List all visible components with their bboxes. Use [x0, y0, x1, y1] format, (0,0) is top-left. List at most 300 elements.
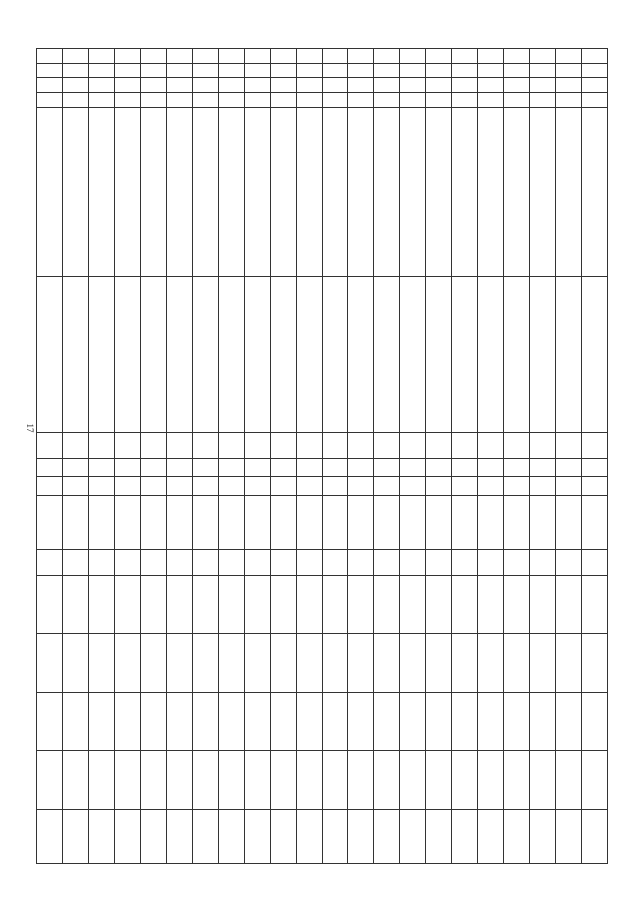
table-cell	[62, 458, 88, 477]
table-cell	[192, 433, 218, 458]
table-cell	[400, 107, 426, 276]
table-cell	[140, 575, 166, 634]
table-cell	[244, 634, 270, 693]
table-row	[166, 49, 192, 864]
table-cell	[114, 477, 140, 496]
table-cell	[400, 92, 426, 107]
table-cell	[296, 634, 322, 693]
table-cell	[582, 496, 608, 550]
table-cell	[504, 634, 530, 693]
table-row	[88, 49, 114, 864]
table-cell	[374, 751, 400, 810]
table-cell	[530, 276, 556, 433]
table-cell	[556, 751, 582, 810]
table-cell	[88, 433, 114, 458]
table-cell	[556, 496, 582, 550]
table-cell	[37, 78, 63, 93]
table-cell	[348, 49, 374, 64]
table-cell	[504, 458, 530, 477]
table-cell	[88, 92, 114, 107]
table-cell	[270, 78, 296, 93]
table-cell	[322, 751, 348, 810]
table-cell	[452, 276, 478, 433]
table-cell	[348, 550, 374, 575]
table-cell	[270, 477, 296, 496]
table-cell	[348, 496, 374, 550]
table-cell	[348, 63, 374, 78]
table-row	[504, 49, 530, 864]
table-cell	[218, 477, 244, 496]
table-cell	[556, 458, 582, 477]
table-cell	[374, 276, 400, 433]
table-cell	[400, 63, 426, 78]
table-cell	[166, 49, 192, 64]
table-cell	[582, 477, 608, 496]
table-cell	[62, 809, 88, 863]
table-cell	[244, 78, 270, 93]
table-cell	[556, 63, 582, 78]
table-cell	[244, 751, 270, 810]
table-cell	[478, 276, 504, 433]
table-row	[374, 49, 400, 864]
table-cell	[322, 63, 348, 78]
table-cell	[192, 575, 218, 634]
table-cell	[166, 496, 192, 550]
table-cell	[62, 78, 88, 93]
table-cell	[88, 751, 114, 810]
table-cell	[114, 809, 140, 863]
table-cell	[270, 575, 296, 634]
table-cell	[140, 92, 166, 107]
table-cell	[88, 634, 114, 693]
table-cell	[140, 550, 166, 575]
table-cell	[37, 692, 63, 751]
table-cell	[192, 692, 218, 751]
table-cell	[322, 692, 348, 751]
table-cell	[348, 751, 374, 810]
table-cell	[504, 78, 530, 93]
table-cell	[37, 63, 63, 78]
table-cell	[400, 575, 426, 634]
table-cell	[37, 550, 63, 575]
table-cell	[400, 276, 426, 433]
table-cell	[192, 634, 218, 693]
table-cell	[452, 692, 478, 751]
table-cell	[582, 634, 608, 693]
table-cell	[530, 433, 556, 458]
table-cell	[192, 92, 218, 107]
table-cell	[504, 751, 530, 810]
table-cell	[452, 433, 478, 458]
table-cell	[192, 458, 218, 477]
table-cell	[296, 78, 322, 93]
table-cell	[348, 107, 374, 276]
table-cell	[348, 78, 374, 93]
table-cell	[374, 433, 400, 458]
table-cell	[140, 692, 166, 751]
table-cell	[140, 634, 166, 693]
table-cell	[296, 692, 322, 751]
page-number: 17	[25, 423, 35, 433]
table-cell	[582, 809, 608, 863]
table-cell	[244, 809, 270, 863]
table-cell	[166, 433, 192, 458]
table-cell	[504, 692, 530, 751]
table-cell	[426, 751, 452, 810]
table-cell	[374, 78, 400, 93]
table-cell	[426, 692, 452, 751]
table-cell	[530, 477, 556, 496]
table-cell	[530, 550, 556, 575]
table-cell	[504, 49, 530, 64]
table-cell	[374, 107, 400, 276]
table-row	[270, 49, 296, 864]
table-cell	[270, 433, 296, 458]
table-cell	[296, 458, 322, 477]
table-cell	[270, 458, 296, 477]
table-cell	[426, 276, 452, 433]
table-cell	[452, 809, 478, 863]
table-cell	[348, 809, 374, 863]
table-cell	[530, 751, 556, 810]
table-cell	[530, 92, 556, 107]
budget-table	[36, 48, 608, 864]
table-cell	[478, 575, 504, 634]
table-cell	[530, 575, 556, 634]
table-cell	[114, 49, 140, 64]
table-cell	[166, 809, 192, 863]
table-cell	[374, 49, 400, 64]
table-cell	[218, 634, 244, 693]
table-cell	[62, 575, 88, 634]
table-cell	[478, 458, 504, 477]
table-cell	[400, 496, 426, 550]
table-cell	[270, 49, 296, 64]
table-cell	[426, 575, 452, 634]
table-cell	[452, 63, 478, 78]
table-cell	[244, 92, 270, 107]
table-cell	[62, 634, 88, 693]
table-body	[37, 49, 608, 864]
table-cell	[62, 433, 88, 458]
table-cell	[322, 276, 348, 433]
table-row	[348, 49, 374, 864]
table-cell	[88, 496, 114, 550]
table-cell	[270, 550, 296, 575]
table-cell	[37, 496, 63, 550]
table-cell	[530, 78, 556, 93]
table-cell	[530, 634, 556, 693]
table-cell	[426, 634, 452, 693]
table-cell	[582, 550, 608, 575]
table-cell	[452, 107, 478, 276]
table-cell	[166, 751, 192, 810]
table-cell	[140, 496, 166, 550]
table-cell	[556, 433, 582, 458]
table-cell	[400, 49, 426, 64]
table-cell	[556, 92, 582, 107]
table-cell	[218, 496, 244, 550]
table-cell	[270, 751, 296, 810]
table-cell	[426, 477, 452, 496]
table-cell	[218, 433, 244, 458]
table-cell	[296, 276, 322, 433]
table-cell	[62, 477, 88, 496]
table-cell	[270, 276, 296, 433]
table-cell	[478, 477, 504, 496]
table-cell	[348, 458, 374, 477]
table-cell	[322, 78, 348, 93]
table-cell	[140, 107, 166, 276]
table-cell	[88, 276, 114, 433]
table-cell	[556, 49, 582, 64]
table-cell	[192, 751, 218, 810]
table-cell	[582, 63, 608, 78]
table-cell	[348, 433, 374, 458]
table-cell	[37, 433, 63, 458]
table-cell	[37, 458, 63, 477]
table-cell	[504, 809, 530, 863]
table-cell	[296, 809, 322, 863]
table-cell	[166, 92, 192, 107]
table-cell	[452, 751, 478, 810]
rotated-table-wrapper	[36, 48, 608, 864]
table-cell	[322, 458, 348, 477]
table-cell	[452, 458, 478, 477]
table-cell	[582, 49, 608, 64]
table-cell	[270, 63, 296, 78]
table-cell	[426, 63, 452, 78]
table-cell	[88, 692, 114, 751]
table-cell	[166, 477, 192, 496]
table-cell	[192, 550, 218, 575]
table-cell	[426, 809, 452, 863]
table-cell	[374, 458, 400, 477]
table-cell	[37, 107, 63, 276]
table-cell	[244, 107, 270, 276]
table-cell	[296, 477, 322, 496]
table-cell	[530, 458, 556, 477]
table-cell	[192, 809, 218, 863]
table-cell	[478, 692, 504, 751]
table-cell	[322, 634, 348, 693]
table-row	[192, 49, 218, 864]
table-cell	[582, 433, 608, 458]
table-cell	[244, 49, 270, 64]
table-cell	[244, 63, 270, 78]
table-cell	[218, 692, 244, 751]
table-cell	[37, 92, 63, 107]
table-row	[37, 49, 63, 864]
table-cell	[114, 433, 140, 458]
table-cell	[426, 496, 452, 550]
table-cell	[322, 477, 348, 496]
table-cell	[374, 63, 400, 78]
table-cell	[244, 550, 270, 575]
table-cell	[478, 107, 504, 276]
table-cell	[556, 692, 582, 751]
table-cell	[478, 433, 504, 458]
table-row	[530, 49, 556, 864]
table-cell	[374, 575, 400, 634]
table-row	[426, 49, 452, 864]
table-cell	[166, 692, 192, 751]
table-cell	[114, 634, 140, 693]
table-row	[322, 49, 348, 864]
table-cell	[140, 63, 166, 78]
table-cell	[400, 634, 426, 693]
table-row	[582, 49, 608, 864]
table-cell	[37, 634, 63, 693]
table-cell	[556, 634, 582, 693]
table-cell	[37, 49, 63, 64]
table-row	[140, 49, 166, 864]
table-cell	[88, 477, 114, 496]
table-cell	[426, 78, 452, 93]
table-cell	[374, 809, 400, 863]
table-cell	[322, 550, 348, 575]
table-cell	[37, 809, 63, 863]
table-cell	[218, 575, 244, 634]
table-cell	[348, 634, 374, 693]
table-cell	[556, 575, 582, 634]
table-cell	[374, 550, 400, 575]
table-cell	[582, 458, 608, 477]
table-cell	[426, 433, 452, 458]
table-cell	[192, 63, 218, 78]
table-cell	[37, 575, 63, 634]
table-cell	[322, 433, 348, 458]
table-cell	[296, 107, 322, 276]
table-cell	[296, 92, 322, 107]
table-cell	[582, 751, 608, 810]
table-cell	[556, 477, 582, 496]
table-cell	[452, 78, 478, 93]
table-row	[244, 49, 270, 864]
table-cell	[140, 276, 166, 433]
table-cell	[504, 477, 530, 496]
table-cell	[556, 276, 582, 433]
table-cell	[426, 92, 452, 107]
table-cell	[88, 49, 114, 64]
table-cell	[478, 751, 504, 810]
table-cell	[218, 751, 244, 810]
table-cell	[62, 92, 88, 107]
table-cell	[140, 809, 166, 863]
table-cell	[582, 78, 608, 93]
table-cell	[504, 496, 530, 550]
table-cell	[244, 496, 270, 550]
table-cell	[62, 276, 88, 433]
table-cell	[478, 92, 504, 107]
table-cell	[114, 751, 140, 810]
table-cell	[166, 550, 192, 575]
table-cell	[114, 692, 140, 751]
table-cell	[322, 49, 348, 64]
table-cell	[582, 276, 608, 433]
table-row	[296, 49, 322, 864]
table-cell	[62, 107, 88, 276]
table-cell	[192, 49, 218, 64]
table-cell	[88, 809, 114, 863]
table-cell	[218, 107, 244, 276]
table-cell	[192, 477, 218, 496]
table-cell	[270, 92, 296, 107]
table-cell	[452, 92, 478, 107]
table-cell	[400, 458, 426, 477]
table-cell	[114, 550, 140, 575]
table-cell	[374, 496, 400, 550]
table-cell	[348, 477, 374, 496]
table-cell	[296, 433, 322, 458]
table-cell	[218, 458, 244, 477]
table-cell	[426, 49, 452, 64]
table-cell	[37, 751, 63, 810]
table-cell	[556, 78, 582, 93]
table-cell	[478, 63, 504, 78]
table-row	[478, 49, 504, 864]
table-cell	[426, 550, 452, 575]
table-cell	[62, 49, 88, 64]
table-cell	[348, 92, 374, 107]
table-cell	[452, 550, 478, 575]
table-cell	[192, 107, 218, 276]
table-cell	[218, 63, 244, 78]
table-cell	[478, 496, 504, 550]
table-row	[62, 49, 88, 864]
table-cell	[140, 751, 166, 810]
table-cell	[140, 78, 166, 93]
table-cell	[114, 63, 140, 78]
table-row	[218, 49, 244, 864]
table-cell	[322, 107, 348, 276]
table-cell	[478, 550, 504, 575]
table-cell	[530, 809, 556, 863]
table-cell	[62, 496, 88, 550]
table-cell	[582, 692, 608, 751]
table-cell	[400, 78, 426, 93]
table-cell	[296, 49, 322, 64]
table-cell	[270, 634, 296, 693]
table-cell	[88, 78, 114, 93]
table-cell	[452, 634, 478, 693]
table-cell	[400, 477, 426, 496]
table-cell	[166, 634, 192, 693]
table-cell	[140, 49, 166, 64]
table-cell	[218, 78, 244, 93]
table-cell	[400, 692, 426, 751]
table-cell	[452, 496, 478, 550]
table-cell	[88, 575, 114, 634]
table-cell	[62, 751, 88, 810]
table-cell	[114, 458, 140, 477]
table-cell	[140, 458, 166, 477]
table-cell	[504, 575, 530, 634]
table-cell	[88, 458, 114, 477]
table-row	[556, 49, 582, 864]
table-cell	[166, 78, 192, 93]
table-cell	[88, 107, 114, 276]
table-cell	[37, 477, 63, 496]
table-cell	[244, 477, 270, 496]
table-cell	[62, 63, 88, 78]
table-cell	[478, 634, 504, 693]
table-cell	[426, 107, 452, 276]
table-cell	[504, 433, 530, 458]
table-cell	[270, 809, 296, 863]
table-cell	[140, 477, 166, 496]
table-cell	[244, 458, 270, 477]
